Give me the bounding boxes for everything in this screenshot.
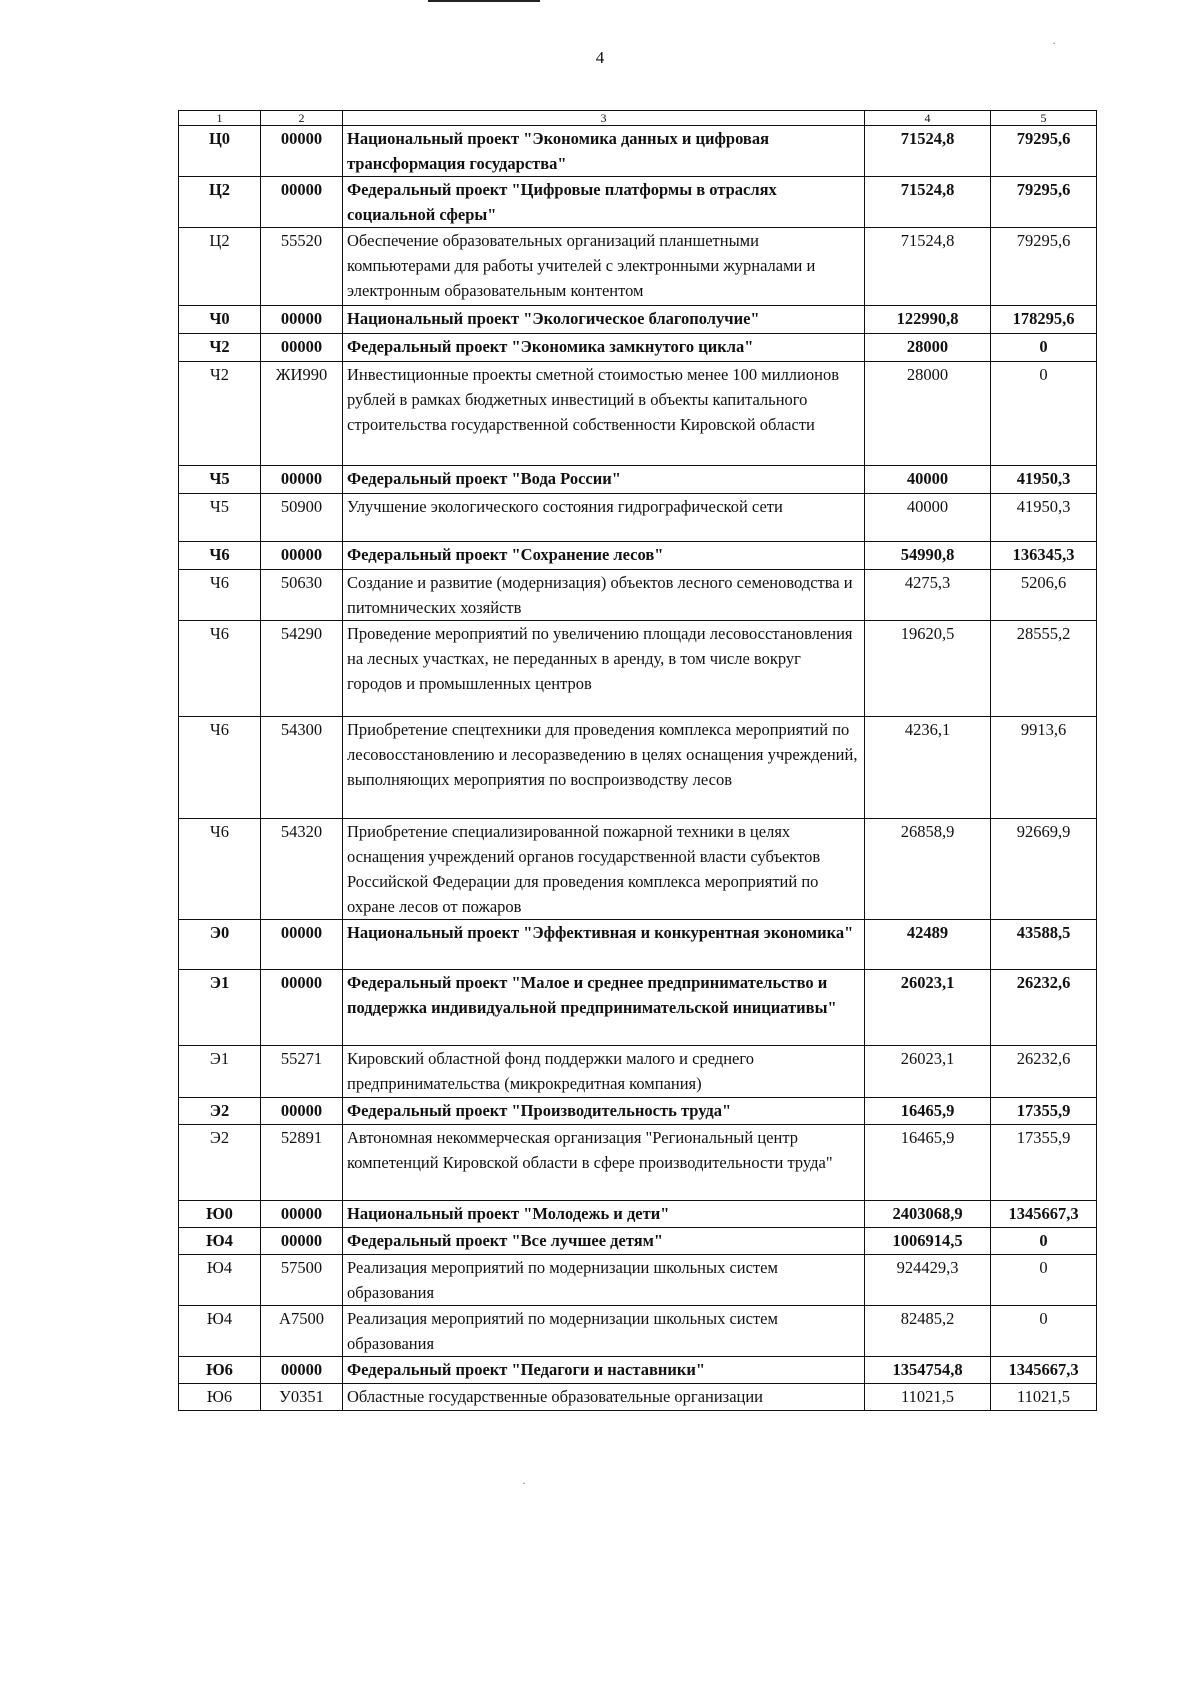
item-code-cell: 55520	[261, 228, 343, 306]
amount-col4-cell: 26023,1	[865, 1046, 991, 1098]
description-cell: Проведение мероприятий по увеличению площади лесовосстановления на лесных участках, не переданных в аренду, в том числе вокруг городов и промышленных центров	[343, 621, 865, 717]
amount-col4-cell: 11021,5	[865, 1384, 991, 1411]
item-code-cell: 55271	[261, 1046, 343, 1098]
amount-col4-cell: 28000	[865, 362, 991, 466]
amount-col5-cell: 79295,6	[991, 228, 1097, 306]
description-cell: Реализация мероприятий по модернизации школьных систем образования	[343, 1255, 865, 1306]
section-code-cell: Ч6	[179, 621, 261, 717]
table-row	[179, 570, 1097, 621]
item-code-cell: 54290	[261, 621, 343, 717]
amount-col5-cell: 0	[991, 1228, 1097, 1255]
description-cell: Реализация мероприятий по модернизации школьных систем образования	[343, 1306, 865, 1357]
description-cell: Федеральный проект "Производительность труда"	[343, 1098, 865, 1125]
amount-col5-cell: 41950,3	[991, 466, 1097, 494]
table-row	[179, 1228, 1097, 1255]
column-number-row	[179, 111, 1097, 126]
amount-col5-cell: 178295,6	[991, 306, 1097, 334]
amount-col4-cell: 40000	[865, 466, 991, 494]
item-code-cell: 00000	[261, 334, 343, 362]
section-code-cell: Ч5	[179, 494, 261, 542]
item-code-cell: 54320	[261, 819, 343, 920]
table-row	[179, 494, 1097, 542]
table-row	[179, 1357, 1097, 1384]
table-row	[179, 1201, 1097, 1228]
section-code-cell: Ц2	[179, 228, 261, 306]
description-cell: Приобретение спецтехники для проведения комплекса мероприятий по лесовосстановлению и лесоразведению в целях оснащения учреждений, выполняющих мероприятия по воспроизводству лесов	[343, 717, 865, 819]
item-code-cell: 52891	[261, 1125, 343, 1201]
scan-speck: ·	[522, 1476, 526, 1490]
amount-col4-cell: 82485,2	[865, 1306, 991, 1357]
item-code-cell: 00000	[261, 466, 343, 494]
amount-col4-cell: 26023,1	[865, 970, 991, 1046]
section-code-cell: Ц2	[179, 177, 261, 228]
amount-col5-cell: 1345667,3	[991, 1201, 1097, 1228]
amount-col5-cell: 26232,6	[991, 970, 1097, 1046]
item-code-cell: 00000	[261, 1228, 343, 1255]
amount-col4-cell: 71524,8	[865, 228, 991, 306]
description-cell: Создание и развитие (модернизация) объектов лесного семеноводства и питомнических хозяйств	[343, 570, 865, 621]
amount-col4-cell: 2403068,9	[865, 1201, 991, 1228]
amount-col5-cell: 43588,5	[991, 920, 1097, 970]
column-number-2: 2	[261, 111, 343, 126]
table-row	[179, 970, 1097, 1046]
amount-col5-cell: 0	[991, 334, 1097, 362]
description-cell: Национальный проект "Молодежь и дети"	[343, 1201, 865, 1228]
section-code-cell: Э1	[179, 1046, 261, 1098]
item-code-cell: А7500	[261, 1306, 343, 1357]
description-cell: Федеральный проект "Педагоги и наставники"	[343, 1357, 865, 1384]
amount-col5-cell: 92669,9	[991, 819, 1097, 920]
section-code-cell: Ю4	[179, 1306, 261, 1357]
item-code-cell: 00000	[261, 920, 343, 970]
description-cell: Обеспечение образовательных организаций планшетными компьютерами для работы учителей с электронными журналами и электронным образовательным контентом	[343, 228, 865, 306]
item-code-cell: 50630	[261, 570, 343, 621]
table-row	[179, 1098, 1097, 1125]
description-cell: Федеральный проект "Экономика замкнутого цикла"	[343, 334, 865, 362]
column-number-4: 4	[865, 111, 991, 126]
amount-col4-cell: 1006914,5	[865, 1228, 991, 1255]
section-code-cell: Ю6	[179, 1357, 261, 1384]
amount-col4-cell: 54990,8	[865, 542, 991, 570]
item-code-cell: 54300	[261, 717, 343, 819]
section-code-cell: Ю6	[179, 1384, 261, 1411]
amount-col4-cell: 26858,9	[865, 819, 991, 920]
column-number-3: 3	[343, 111, 865, 126]
item-code-cell: ЖИ990	[261, 362, 343, 466]
table-row	[179, 717, 1097, 819]
section-code-cell: Э1	[179, 970, 261, 1046]
amount-col4-cell: 1354754,8	[865, 1357, 991, 1384]
top-rule-line	[428, 0, 540, 2]
description-cell: Национальный проект "Экологическое благополучие"	[343, 306, 865, 334]
amount-col5-cell: 5206,6	[991, 570, 1097, 621]
amount-col5-cell: 0	[991, 362, 1097, 466]
table-row	[179, 1384, 1097, 1411]
table-row	[179, 126, 1097, 177]
table-row	[179, 306, 1097, 334]
item-code-cell: 00000	[261, 970, 343, 1046]
budget-table	[178, 110, 1097, 1411]
table-row	[179, 334, 1097, 362]
amount-col5-cell: 79295,6	[991, 126, 1097, 177]
item-code-cell: 00000	[261, 1201, 343, 1228]
description-cell: Федеральный проект "Вода России"	[343, 466, 865, 494]
amount-col5-cell: 28555,2	[991, 621, 1097, 717]
item-code-cell: 00000	[261, 306, 343, 334]
amount-col5-cell: 0	[991, 1255, 1097, 1306]
section-code-cell: Ч6	[179, 570, 261, 621]
amount-col4-cell: 71524,8	[865, 126, 991, 177]
amount-col4-cell: 122990,8	[865, 306, 991, 334]
item-code-cell: 00000	[261, 1098, 343, 1125]
amount-col5-cell: 136345,3	[991, 542, 1097, 570]
table-row	[179, 542, 1097, 570]
amount-col4-cell: 924429,3	[865, 1255, 991, 1306]
description-cell: Федеральный проект "Все лучшее детям"	[343, 1228, 865, 1255]
amount-col4-cell: 4275,3	[865, 570, 991, 621]
section-code-cell: Ю4	[179, 1255, 261, 1306]
amount-col5-cell: 9913,6	[991, 717, 1097, 819]
amount-col4-cell: 19620,5	[865, 621, 991, 717]
amount-col4-cell: 16465,9	[865, 1125, 991, 1201]
table-row	[179, 1306, 1097, 1357]
section-code-cell: Э2	[179, 1098, 261, 1125]
section-code-cell: Ч5	[179, 466, 261, 494]
section-code-cell: Ю0	[179, 1201, 261, 1228]
description-cell: Федеральный проект "Малое и среднее предпринимательство и поддержка индивидуальной предпринимательской инициативы"	[343, 970, 865, 1046]
table-row	[179, 362, 1097, 466]
item-code-cell: 00000	[261, 177, 343, 228]
amount-col5-cell: 17355,9	[991, 1125, 1097, 1201]
amount-col5-cell: 17355,9	[991, 1098, 1097, 1125]
amount-col4-cell: 71524,8	[865, 177, 991, 228]
table-row	[179, 920, 1097, 970]
item-code-cell: 00000	[261, 542, 343, 570]
description-cell: Национальный проект "Эффективная и конкурентная экономика"	[343, 920, 865, 970]
item-code-cell: 00000	[261, 126, 343, 177]
item-code-cell: У0351	[261, 1384, 343, 1411]
amount-col4-cell: 4236,1	[865, 717, 991, 819]
description-cell: Федеральный проект "Цифровые платформы в отраслях социальной сферы"	[343, 177, 865, 228]
description-cell: Инвестиционные проекты сметной стоимостью менее 100 миллионов рублей в рамках бюджетных инвестиций в объекты капитального строительства государственной собственности Кировской области	[343, 362, 865, 466]
amount-col5-cell: 1345667,3	[991, 1357, 1097, 1384]
amount-col4-cell: 28000	[865, 334, 991, 362]
description-cell: Улучшение экологического состояния гидрографической сети	[343, 494, 865, 542]
amount-col4-cell: 40000	[865, 494, 991, 542]
description-cell: Национальный проект "Экономика данных и цифровая трансформация государства"	[343, 126, 865, 177]
column-number-5: 5	[991, 111, 1097, 126]
section-code-cell: Ч2	[179, 362, 261, 466]
section-code-cell: Ю4	[179, 1228, 261, 1255]
table-row	[179, 1255, 1097, 1306]
section-code-cell: Ч6	[179, 819, 261, 920]
section-code-cell: Э2	[179, 1125, 261, 1201]
table-row	[179, 1125, 1097, 1201]
table-row	[179, 228, 1097, 306]
table-row	[179, 621, 1097, 717]
page-number: 4	[595, 48, 605, 67]
amount-col5-cell: 11021,5	[991, 1384, 1097, 1411]
table-body	[179, 126, 1097, 1411]
section-code-cell: Ц0	[179, 126, 261, 177]
description-cell: Автономная некоммерческая организация "Региональный центр компетенций Кировской области в сфере производительности труда"	[343, 1125, 865, 1201]
description-cell: Кировский областной фонд поддержки малого и среднего предпринимательства (микрокредитная компания)	[343, 1046, 865, 1098]
item-code-cell: 50900	[261, 494, 343, 542]
scan-speck: ·	[1052, 36, 1056, 50]
table-row	[179, 177, 1097, 228]
amount-col5-cell: 0	[991, 1306, 1097, 1357]
table-row	[179, 1046, 1097, 1098]
description-cell: Областные государственные образовательные организации	[343, 1384, 865, 1411]
amount-col4-cell: 42489	[865, 920, 991, 970]
column-number-1: 1	[179, 111, 261, 126]
section-code-cell: Ч0	[179, 306, 261, 334]
item-code-cell: 00000	[261, 1357, 343, 1384]
amount-col5-cell: 79295,6	[991, 177, 1097, 228]
section-code-cell: Ч2	[179, 334, 261, 362]
description-cell: Приобретение специализированной пожарной техники в целях оснащения учреждений органов государственной власти субъектов Российской Федерации для проведения комплекса мероприятий по охране лесов от пожаров	[343, 819, 865, 920]
amount-col4-cell: 16465,9	[865, 1098, 991, 1125]
table-row	[179, 819, 1097, 920]
amount-col5-cell: 41950,3	[991, 494, 1097, 542]
item-code-cell: 57500	[261, 1255, 343, 1306]
section-code-cell: Э0	[179, 920, 261, 970]
description-cell: Федеральный проект "Сохранение лесов"	[343, 542, 865, 570]
table-row	[179, 466, 1097, 494]
section-code-cell: Ч6	[179, 542, 261, 570]
amount-col5-cell: 26232,6	[991, 1046, 1097, 1098]
section-code-cell: Ч6	[179, 717, 261, 819]
